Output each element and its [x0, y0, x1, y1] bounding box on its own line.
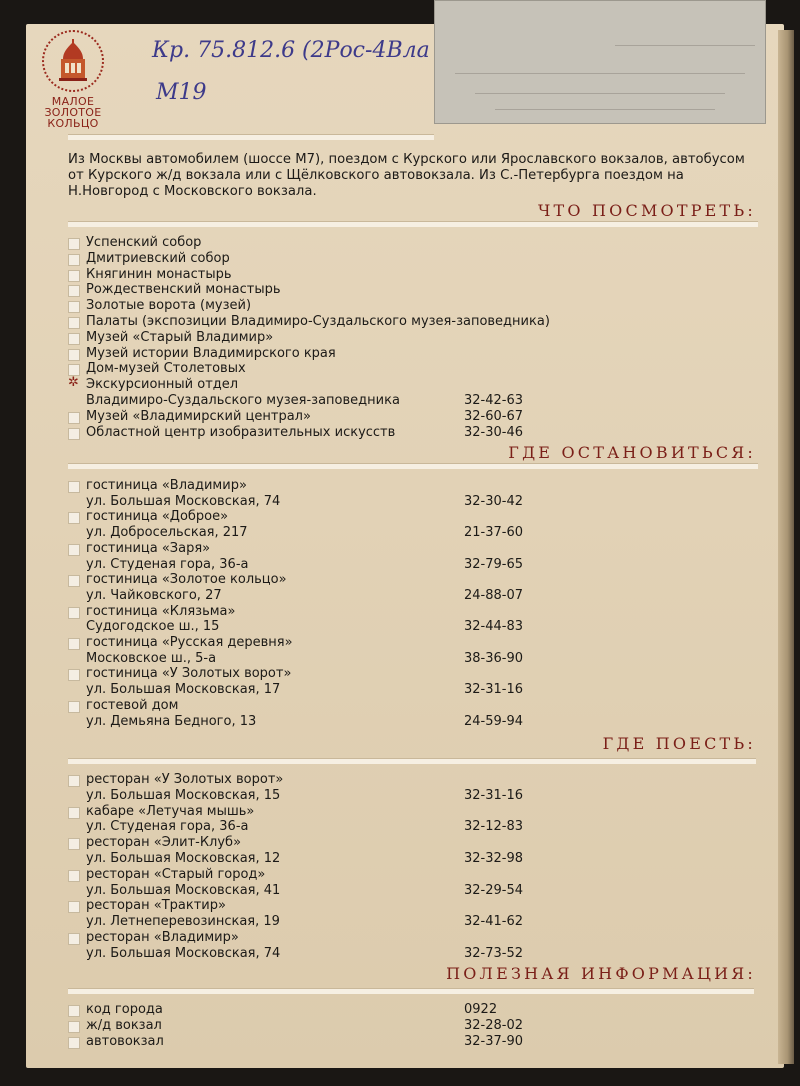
- church-icon: [42, 30, 104, 92]
- item-phone: 32-44-83: [464, 619, 524, 635]
- item-label: Успенский собор: [86, 235, 202, 250]
- bullet-square-icon: [68, 428, 80, 440]
- item-label: гостиница «У Золотых ворот»: [86, 666, 292, 682]
- list-item: [68, 525, 748, 541]
- item-label: Дом-музей Столетовых: [86, 361, 246, 377]
- item-label: гостевой дом: [86, 697, 179, 713]
- item-label: Музей «Старый Владимир»: [86, 329, 274, 345]
- intro-text: Из Москвы автомобилем (шоссе М7), поездом с Курского или Ярославского вокзалов, автобусом от Курского ж/д вокзала или с Щёлковского автовокзала. Из С.-Петербурга поездом на Н.Новгород с Московского вокзала.: [68, 152, 745, 199]
- list-item: [68, 804, 748, 820]
- list-item: [68, 788, 748, 804]
- item-phone: 32-30-46: [464, 424, 524, 440]
- divider: [68, 758, 756, 764]
- bullet-square-icon: [68, 412, 80, 424]
- item-label: Золотые ворота (музей): [86, 298, 252, 314]
- bullet-square-icon: [68, 638, 80, 650]
- section-title-eat: ГДЕ ПОЕСТЬ:: [602, 734, 756, 753]
- list-item: [68, 541, 748, 557]
- bullet-square-icon: [68, 238, 80, 250]
- list-item: [68, 393, 748, 409]
- list-item: [68, 898, 748, 914]
- item-label: ул. Большая Московская, 15: [86, 787, 281, 803]
- item-label: ресторан «Элит-Клуб»: [86, 835, 242, 851]
- item-label: ресторан «У Золотых ворот»: [86, 772, 284, 787]
- logo-line-3: КОЛЬЦО: [47, 117, 99, 130]
- bullet-square-icon: [68, 575, 80, 587]
- item-phone: 32-30-42: [464, 493, 524, 509]
- item-label: Владимиро-Суздальского музея-заповедника: [86, 393, 400, 408]
- item-label: Рождественский монастырь: [86, 282, 281, 298]
- item-phone: 32-41-62: [464, 914, 524, 930]
- logo: [38, 30, 108, 129]
- item-label: гостиница «Владимир»: [86, 478, 247, 493]
- list-item: [68, 946, 748, 962]
- item-label: ул. Большая Московская, 17: [86, 682, 281, 698]
- item-label: ресторан «Трактир»: [86, 898, 226, 914]
- item-label: гостиница «Русская деревня»: [86, 635, 293, 650]
- library-stamp-paper: [434, 0, 766, 124]
- handwritten-sub-code: М19: [156, 80, 207, 105]
- bullet-square-icon: [68, 317, 80, 329]
- item-phone: 24-88-07: [464, 587, 524, 603]
- item-label: кабаре «Летучая мышь»: [86, 803, 255, 819]
- list-item: [68, 298, 748, 314]
- bullet-square-icon: [68, 333, 80, 345]
- list-item: [68, 930, 748, 946]
- bullet-square-icon: [68, 607, 80, 619]
- list-item: [68, 346, 748, 362]
- list-item: [68, 1034, 748, 1050]
- bullet-square-icon: [68, 838, 80, 850]
- logo-line-1: МАЛОЕ: [51, 95, 95, 108]
- item-phone: 32-29-54: [464, 882, 524, 898]
- item-label: Княгинин монастырь: [86, 266, 232, 282]
- list-item: [68, 478, 748, 494]
- bullet-square-icon: [68, 669, 80, 681]
- bullet-square-icon: [68, 701, 80, 713]
- item-phone: 32-73-52: [464, 945, 524, 961]
- list-item: [68, 425, 748, 441]
- list-item: [68, 361, 748, 377]
- item-label: ул. Большая Московская, 74: [86, 945, 281, 961]
- list-item: [68, 772, 748, 788]
- bullet-square-icon: [68, 544, 80, 556]
- bullet-square-icon: [68, 512, 80, 524]
- item-label: Дмитриевский собор: [86, 250, 230, 266]
- list-item: [68, 494, 748, 510]
- item-phone: 32-12-83: [464, 819, 524, 835]
- bullet-square-icon: [68, 1005, 80, 1017]
- list-item: [68, 572, 748, 588]
- list-item: [68, 883, 748, 899]
- item-label: гостиница «Золотое кольцо»: [86, 572, 287, 588]
- item-label: Палаты (экспозиции Владимиро-Суздальского музея-заповедника): [86, 314, 550, 329]
- item-label: Экскурсионный отдел: [86, 377, 239, 393]
- list-item: [68, 235, 748, 251]
- item-label: ул. Чайковского, 27: [86, 587, 222, 603]
- item-label: код города: [86, 1002, 163, 1017]
- divider: [68, 221, 758, 227]
- list-item: [68, 267, 748, 283]
- section-title-info: ПОЛЕЗНАЯ ИНФОРМАЦИЯ:: [446, 964, 756, 983]
- item-label: Судогодское ш., 15: [86, 619, 220, 635]
- bullet-square-icon: [68, 349, 80, 361]
- item-label: гостиница «Заря»: [86, 540, 211, 556]
- item-phone: 32-37-90: [464, 1034, 524, 1049]
- item-label: ул. Добросельская, 217: [86, 525, 248, 541]
- bullet-square-icon: [68, 301, 80, 313]
- section-title-stay: ГДЕ ОСТАНОВИТЬСЯ:: [508, 443, 756, 462]
- item-label: ул. Студеная гора, 36-а: [86, 556, 249, 572]
- list-item: [68, 666, 748, 682]
- list-item: [68, 557, 748, 573]
- divider: [68, 988, 754, 994]
- bullet-square-icon: [68, 775, 80, 787]
- bullet-star-icon: ✲: [68, 375, 79, 391]
- divider: [68, 463, 758, 469]
- bullet-square-icon: [68, 870, 80, 882]
- item-label: ул. Большая Московская, 41: [86, 882, 281, 898]
- item-label: ж/д вокзал: [86, 1018, 162, 1033]
- bullet-square-icon: [68, 807, 80, 819]
- item-label: Областной центр изобразительных искусств: [86, 424, 396, 440]
- list-item: [68, 251, 748, 267]
- item-label: Музей «Владимирский централ»: [86, 408, 311, 424]
- item-label: ул. Большая Московская, 12: [86, 851, 281, 866]
- page-edge: [778, 30, 794, 1064]
- list-item: [68, 509, 748, 525]
- item-phone: 38-36-90: [464, 650, 524, 666]
- list-item: [68, 314, 748, 330]
- bullet-square-icon: [68, 901, 80, 913]
- list-item: [68, 867, 748, 883]
- bullet-square-icon: [68, 1021, 80, 1033]
- divider: [68, 134, 434, 140]
- bullet-square-icon: [68, 933, 80, 945]
- item-label: Московское ш., 5-а: [86, 650, 217, 666]
- list-item: [68, 851, 748, 867]
- item-label: ресторан «Владимир»: [86, 930, 239, 945]
- list-item: [68, 619, 748, 635]
- bullet-square-icon: [68, 1037, 80, 1049]
- item-label: Музей истории Владимирского края: [86, 345, 336, 361]
- item-phone: 32-32-98: [464, 851, 524, 866]
- item-label: ул. Летнеперевозинская, 19: [86, 914, 280, 930]
- list-item: [68, 682, 748, 698]
- item-phone: 32-31-16: [464, 787, 524, 803]
- list-item: [68, 714, 748, 730]
- list-item: [68, 635, 748, 651]
- list-item: [68, 409, 748, 425]
- item-label: автовокзал: [86, 1034, 164, 1049]
- list-item: [68, 651, 748, 667]
- item-label: ул. Большая Московская, 74: [86, 493, 281, 509]
- item-label: гостиница «Доброе»: [86, 509, 229, 525]
- item-label: гостиница «Клязьма»: [86, 603, 236, 619]
- item-phone: 32-31-16: [464, 682, 524, 698]
- item-phone: 24-59-94: [464, 713, 524, 729]
- list-item: [68, 604, 748, 620]
- list-item: [68, 377, 748, 393]
- logo-line-2: ЗОЛОТОЕ: [44, 106, 102, 119]
- bullet-square-icon: [68, 254, 80, 266]
- item-phone: 32-60-67: [464, 408, 524, 424]
- handwritten-catalog-code: Кр. 75.812.6 (2Рос-4Вла: [152, 38, 430, 63]
- item-phone: 32-42-63: [464, 393, 524, 408]
- bullet-square-icon: [68, 270, 80, 282]
- item-phone: 0922: [464, 1002, 498, 1017]
- list-item: [68, 819, 748, 835]
- list-item: [68, 282, 748, 298]
- list-item: [68, 914, 748, 930]
- item-phone: 32-28-02: [464, 1018, 524, 1033]
- item-label: ул. Демьяна Бедного, 13: [86, 713, 257, 729]
- bullet-square-icon: [68, 481, 80, 493]
- list-item: [68, 835, 748, 851]
- list-item: [68, 330, 748, 346]
- item-label: ул. Студеная гора, 36-а: [86, 819, 249, 835]
- item-phone: 21-37-60: [464, 525, 524, 541]
- section-title-see: ЧТО ПОСМОТРЕТЬ:: [537, 201, 756, 220]
- list-item: [68, 1002, 748, 1018]
- list-item: [68, 588, 748, 604]
- list-item: [68, 1018, 748, 1034]
- item-label: ресторан «Старый город»: [86, 866, 266, 882]
- list-item: [68, 698, 748, 714]
- bullet-square-icon: [68, 285, 80, 297]
- item-phone: 32-79-65: [464, 556, 524, 572]
